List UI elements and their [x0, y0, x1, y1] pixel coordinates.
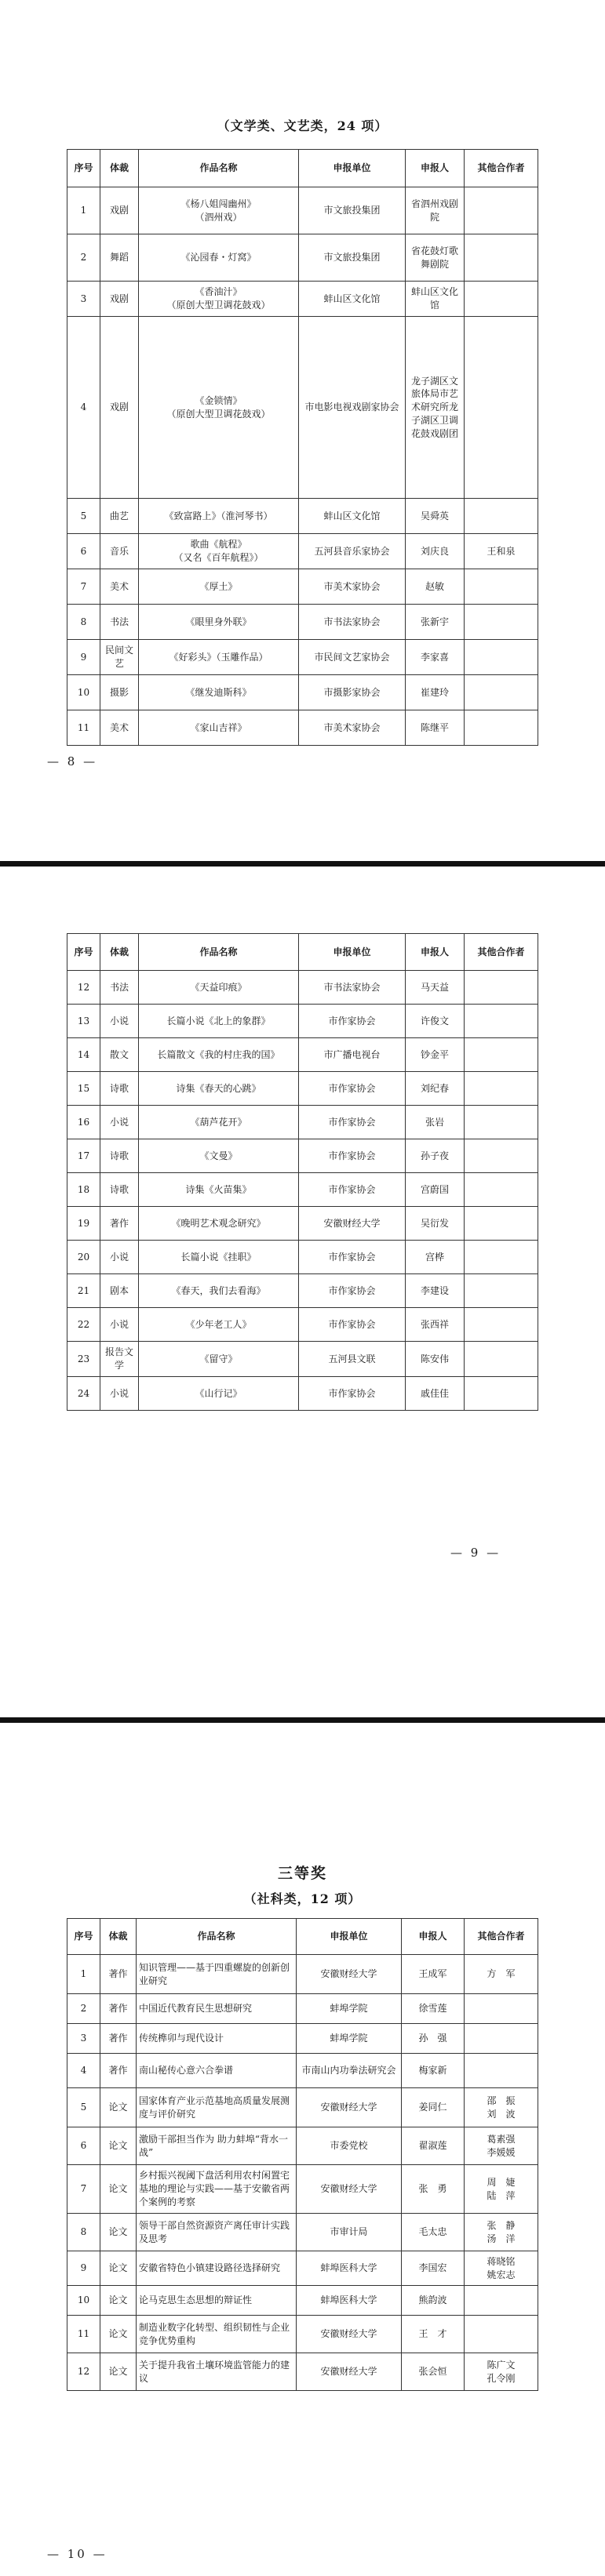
- cell-no: 5: [67, 2088, 100, 2127]
- cell-coauthor: [465, 640, 538, 675]
- cell-applicant: 省花鼓灯歌舞剧院: [406, 234, 465, 282]
- cell-applicant: 蚌山区文化馆: [406, 282, 465, 317]
- cell-title: 《继发迪斯科》: [139, 675, 299, 710]
- header-coauthor: 其他合作者: [465, 150, 538, 187]
- cell-no: 12: [67, 2353, 100, 2391]
- cell-unit: 市作家协会: [299, 1139, 406, 1173]
- table-row: [67, 499, 538, 534]
- cell-title: 《沁园春・灯窝》: [139, 234, 299, 282]
- cell-title: 《晚明艺术观念研究》: [139, 1207, 299, 1241]
- cell-unit: 市美术家协会: [299, 710, 406, 746]
- table-row: [67, 1994, 538, 2024]
- cell-title: 《天益印痕》: [139, 971, 299, 1005]
- cell-genre: 小说: [100, 1377, 139, 1411]
- cell-genre: 书法: [100, 605, 139, 640]
- cell-no: 18: [67, 1173, 100, 1207]
- cell-no: 12: [67, 971, 100, 1005]
- cell-applicant: 王 才: [402, 2316, 465, 2353]
- award-table: [67, 933, 538, 1411]
- cell-applicant: 刘纪春: [406, 1072, 465, 1106]
- cell-coauthor: [465, 1072, 538, 1106]
- page-8: [0, 0, 605, 861]
- cell-coauthor: 周 婕 陆 萍: [465, 2165, 538, 2214]
- cell-no: 14: [67, 1038, 100, 1072]
- header-title: 作品名称: [137, 1919, 297, 1955]
- cell-no: 11: [67, 710, 100, 746]
- cell-applicant: 宫蔚国: [406, 1173, 465, 1207]
- cell-no: 19: [67, 1207, 100, 1241]
- cell-no: 6: [67, 2127, 100, 2165]
- header-genre: 体裁: [100, 934, 139, 971]
- page-number: — 8 —: [47, 754, 98, 768]
- cell-no: 15: [67, 1072, 100, 1106]
- table-row: [67, 2251, 538, 2286]
- cell-unit: 安徽财经大学: [297, 1955, 402, 1994]
- award-table: [67, 149, 538, 746]
- cell-no: 1: [67, 1955, 100, 1994]
- page-9: [0, 876, 605, 1717]
- page-separator: [0, 861, 605, 867]
- cell-coauthor: 邵 振 刘 波: [465, 2088, 538, 2127]
- cell-unit: 市文旅投集团: [299, 234, 406, 282]
- table-row: [67, 2088, 538, 2127]
- cell-coauthor: [465, 234, 538, 282]
- cell-unit: 市作家协会: [299, 1005, 406, 1038]
- cell-unit: 市作家协会: [299, 1173, 406, 1207]
- cell-title: 激励干部担当作为 助力蚌埠“背水一战”: [137, 2127, 297, 2165]
- cell-no: 4: [67, 317, 100, 499]
- cell-title: 《留守》: [139, 1342, 299, 1377]
- table-row: [67, 2165, 538, 2214]
- cell-coauthor: [465, 1038, 538, 1072]
- table-row: [67, 2353, 538, 2391]
- cell-no: 20: [67, 1241, 100, 1274]
- header-unit: 申报单位: [297, 1919, 402, 1955]
- cell-applicant: 张会恒: [402, 2353, 465, 2391]
- cell-title: 知识管理——基于四重螺旋的创新创业研究: [137, 1955, 297, 1994]
- cell-title: 《金锁情》 （原创大型卫调花鼓戏）: [139, 317, 299, 499]
- cell-coauthor: [465, 1139, 538, 1173]
- cell-coauthor: [465, 499, 538, 534]
- header-genre: 体裁: [100, 150, 139, 187]
- header-applicant: 申报人: [402, 1919, 465, 1955]
- table-row: [67, 2054, 538, 2088]
- cell-no: 8: [67, 2214, 100, 2251]
- cell-genre: 诗歌: [100, 1072, 139, 1106]
- cell-applicant: 姜同仁: [402, 2088, 465, 2127]
- cell-no: 6: [67, 534, 100, 569]
- cell-title: 《山行记》: [139, 1377, 299, 1411]
- cell-genre: 书法: [100, 971, 139, 1005]
- table-row: [67, 1241, 538, 1274]
- cell-genre: 论文: [100, 2251, 137, 2286]
- cell-genre: 曲艺: [100, 499, 139, 534]
- cell-applicant: 孙子夜: [406, 1139, 465, 1173]
- cell-unit: 安徽财经大学: [297, 2088, 402, 2127]
- cell-genre: 著作: [100, 1207, 139, 1241]
- header-unit: 申报单位: [299, 150, 406, 187]
- cell-no: 13: [67, 1005, 100, 1038]
- cell-genre: 论文: [100, 2214, 137, 2251]
- table-row: [67, 605, 538, 640]
- cell-no: 23: [67, 1342, 100, 1377]
- cell-applicant: 陈继平: [406, 710, 465, 746]
- cell-unit: 市审计局: [297, 2214, 402, 2251]
- cell-unit: 蚌埠医科大学: [297, 2251, 402, 2286]
- cell-genre: 戏剧: [100, 187, 139, 234]
- table-row: [67, 675, 538, 710]
- table-row: [67, 1308, 538, 1342]
- cell-genre: 民间文艺: [100, 640, 139, 675]
- cell-no: 3: [67, 282, 100, 317]
- cell-coauthor: 王和泉: [465, 534, 538, 569]
- cell-genre: 剧本: [100, 1274, 139, 1308]
- cell-no: 11: [67, 2316, 100, 2353]
- cell-coauthor: [465, 282, 538, 317]
- cell-applicant: 许俊文: [406, 1005, 465, 1038]
- cell-unit: 市摄影家协会: [299, 675, 406, 710]
- cell-applicant: 梅家新: [402, 2054, 465, 2088]
- cell-coauthor: [465, 1241, 538, 1274]
- cell-title: 长篇小说《挂职》: [139, 1241, 299, 1274]
- cell-unit: 市委党校: [297, 2127, 402, 2165]
- cell-coauthor: 葛素强 李媛媛: [465, 2127, 538, 2165]
- cell-title: 中国近代教育民生思想研究: [137, 1994, 297, 2024]
- cell-no: 7: [67, 2165, 100, 2214]
- cell-genre: 论文: [100, 2127, 137, 2165]
- table-row: [67, 2286, 538, 2316]
- cell-genre: 小说: [100, 1005, 139, 1038]
- cell-no: 9: [67, 640, 100, 675]
- cell-no: 9: [67, 2251, 100, 2286]
- cell-genre: 报告文学: [100, 1342, 139, 1377]
- cell-applicant: 戚佳佳: [406, 1377, 465, 1411]
- cell-applicant: 徐雪莲: [402, 1994, 465, 2024]
- cell-applicant: 崔建玲: [406, 675, 465, 710]
- cell-genre: 论文: [100, 2353, 137, 2391]
- cell-coauthor: [465, 1994, 538, 2024]
- cell-genre: 著作: [100, 1994, 137, 2024]
- cell-applicant: 张岩: [406, 1106, 465, 1139]
- cell-no: 8: [67, 605, 100, 640]
- cell-unit: 市美术家协会: [299, 569, 406, 605]
- cell-applicant: 李国宏: [402, 2251, 465, 2286]
- cell-genre: 摄影: [100, 675, 139, 710]
- page-number: — 10 —: [47, 2547, 108, 2561]
- cell-applicant: 马天益: [406, 971, 465, 1005]
- cell-title: 国家体育产业示范基地高质量发展测度与评价研究: [137, 2088, 297, 2127]
- cell-unit: 市作家协会: [299, 1377, 406, 1411]
- cell-coauthor: [465, 1207, 538, 1241]
- table-row: [67, 1106, 538, 1139]
- cell-no: 10: [67, 2286, 100, 2316]
- cell-applicant: 陈安伟: [406, 1342, 465, 1377]
- cell-genre: 诗歌: [100, 1139, 139, 1173]
- page-10: [0, 1735, 605, 2576]
- table-row: [67, 1342, 538, 1377]
- cell-unit: 市作家协会: [299, 1241, 406, 1274]
- cell-coauthor: [465, 1308, 538, 1342]
- cell-no: 7: [67, 569, 100, 605]
- cell-unit: 五河县音乐家协会: [299, 534, 406, 569]
- header-applicant: 申报人: [406, 150, 465, 187]
- cell-coauthor: [465, 317, 538, 499]
- award-table: [67, 1918, 538, 2391]
- cell-coauthor: [465, 605, 538, 640]
- cell-title: 制造业数字化转型、组织韧性与企业竞争优势重构: [137, 2316, 297, 2353]
- cell-coauthor: [465, 1377, 538, 1411]
- cell-genre: 论文: [100, 2316, 137, 2353]
- cell-unit: 安徽财经大学: [297, 2353, 402, 2391]
- cell-unit: 市广播电视台: [299, 1038, 406, 1072]
- cell-applicant: 李家喜: [406, 640, 465, 675]
- cell-title: 长篇小说《北上的象群》: [139, 1005, 299, 1038]
- cell-title: 《香油汁》 （原创大型卫调花鼓戏）: [139, 282, 299, 317]
- cell-applicant: 钞金平: [406, 1038, 465, 1072]
- cell-no: 10: [67, 675, 100, 710]
- cell-coauthor: 陈广文 孔令刚: [465, 2353, 538, 2391]
- cell-unit: 蚌埠医科大学: [297, 2286, 402, 2316]
- table-row: [67, 640, 538, 675]
- cell-genre: 论文: [100, 2286, 137, 2316]
- cell-title: 南山秘传心意六合拳谱: [137, 2054, 297, 2088]
- cell-applicant: 吴舜英: [406, 499, 465, 534]
- cell-genre: 著作: [100, 2024, 137, 2054]
- cell-coauthor: [465, 710, 538, 746]
- cell-applicant: 张新宇: [406, 605, 465, 640]
- cell-title: 《好彩头》（玉雕作品）: [139, 640, 299, 675]
- cell-coauthor: [465, 2316, 538, 2353]
- cell-title: 《春天，我们去看海》: [139, 1274, 299, 1308]
- table-row: [67, 1072, 538, 1106]
- table-row: [67, 1274, 538, 1308]
- cell-genre: 论文: [100, 2165, 137, 2214]
- header-unit: 申报单位: [299, 934, 406, 971]
- cell-applicant: 熊韵波: [402, 2286, 465, 2316]
- header-coauthor: 其他合作者: [465, 1919, 538, 1955]
- cell-no: 17: [67, 1139, 100, 1173]
- table-row: [67, 2214, 538, 2251]
- cell-unit: 蚌山区文化馆: [299, 282, 406, 317]
- cell-coauthor: [465, 1005, 538, 1038]
- header-applicant: 申报人: [406, 934, 465, 971]
- cell-unit: 市书法家协会: [299, 971, 406, 1005]
- cell-unit: 市作家协会: [299, 1106, 406, 1139]
- cell-genre: 小说: [100, 1106, 139, 1139]
- cell-title: 安徽省特色小镇建设路径选择研究: [137, 2251, 297, 2286]
- header-title: 作品名称: [139, 934, 299, 971]
- cell-genre: 舞蹈: [100, 234, 139, 282]
- cell-coauthor: [465, 675, 538, 710]
- cell-unit: 蚌埠学院: [297, 2024, 402, 2054]
- cell-unit: 市作家协会: [299, 1274, 406, 1308]
- cell-unit: 市民间文艺家协会: [299, 640, 406, 675]
- table-row: [67, 1139, 538, 1173]
- cell-title: 《少年老工人》: [139, 1308, 299, 1342]
- cell-coauthor: [465, 569, 538, 605]
- cell-title: 领导干部自然资源资产离任审计实践及思考: [137, 2214, 297, 2251]
- header-no: 序号: [67, 934, 100, 971]
- cell-coauthor: [465, 187, 538, 234]
- cell-no: 5: [67, 499, 100, 534]
- cell-applicant: 龙子湖区文旅体局市艺术研究所龙子湖区卫调花鼓戏剧团: [406, 317, 465, 499]
- table-row: [67, 2127, 538, 2165]
- cell-no: 2: [67, 234, 100, 282]
- cell-no: 22: [67, 1308, 100, 1342]
- table-row: [67, 1955, 538, 1994]
- cell-unit: 市作家协会: [299, 1072, 406, 1106]
- cell-genre: 著作: [100, 2054, 137, 2088]
- header-genre: 体裁: [100, 1919, 137, 1955]
- cell-applicant: 毛太忠: [402, 2214, 465, 2251]
- cell-unit: 安徽财经大学: [297, 2316, 402, 2353]
- cell-title: 《家山吉祥》: [139, 710, 299, 746]
- cell-coauthor: [465, 1342, 538, 1377]
- cell-title: 《厚土》: [139, 569, 299, 605]
- table-row: [67, 971, 538, 1005]
- cell-applicant: 孙 强: [402, 2024, 465, 2054]
- cell-no: 3: [67, 2024, 100, 2054]
- cell-genre: 美术: [100, 569, 139, 605]
- award-level-heading: 三等奖: [277, 1865, 327, 1882]
- cell-no: 4: [67, 2054, 100, 2088]
- page-separator: [0, 1717, 605, 1723]
- table-row: [67, 317, 538, 499]
- table-row: [67, 2024, 538, 2054]
- cell-coauthor: [465, 1274, 538, 1308]
- cell-coauthor: [465, 2054, 538, 2088]
- cell-applicant: 李建设: [406, 1274, 465, 1308]
- cell-applicant: 王成军: [402, 1955, 465, 1994]
- cell-applicant: 赵敏: [406, 569, 465, 605]
- cell-title: 《致富路上》（淮河琴书）: [139, 499, 299, 534]
- table-row: [67, 2316, 538, 2353]
- cell-title: 《文曼》: [139, 1139, 299, 1173]
- cell-coauthor: [465, 2286, 538, 2316]
- cell-genre: 戏剧: [100, 282, 139, 317]
- cell-title: 传统榫卯与现代设计: [137, 2024, 297, 2054]
- cell-title: 《眼里身外联》: [139, 605, 299, 640]
- cell-title: 论马克思生态思想的辩证性: [137, 2286, 297, 2316]
- cell-unit: 蚌埠学院: [297, 1994, 402, 2024]
- table-row: [67, 1377, 538, 1411]
- cell-coauthor: [465, 1106, 538, 1139]
- page-number: — 9 —: [450, 1546, 501, 1560]
- cell-no: 24: [67, 1377, 100, 1411]
- cell-genre: 小说: [100, 1241, 139, 1274]
- cell-unit: 市书法家协会: [299, 605, 406, 640]
- cell-genre: 论文: [100, 2088, 137, 2127]
- cell-title: 乡村振兴视阈下盘活利用农村闲置宅基地的理论与实践——基于安徽省两个案例的考察: [137, 2165, 297, 2214]
- cell-title: 诗集《春天的心跳》: [139, 1072, 299, 1106]
- cell-title: 歌曲《航程》 （又名《百年航程》）: [139, 534, 299, 569]
- cell-no: 2: [67, 1994, 100, 2024]
- cell-genre: 小说: [100, 1308, 139, 1342]
- table-row: [67, 569, 538, 605]
- cell-title: 关于提升我省土壤环境监管能力的建议: [137, 2353, 297, 2391]
- table-row: [67, 282, 538, 317]
- cell-genre: 音乐: [100, 534, 139, 569]
- table-row: [67, 1207, 538, 1241]
- cell-applicant: 吴衍发: [406, 1207, 465, 1241]
- table-row: [67, 1005, 538, 1038]
- cell-coauthor: [465, 1173, 538, 1207]
- table-row: [67, 534, 538, 569]
- cell-applicant: 刘庆良: [406, 534, 465, 569]
- cell-genre: 著作: [100, 1955, 137, 1994]
- cell-genre: 戏剧: [100, 317, 139, 499]
- cell-genre: 诗歌: [100, 1173, 139, 1207]
- cell-coauthor: 蒋晓铭 姚宏志: [465, 2251, 538, 2286]
- cell-title: 长篇散文《我的村庄我的国》: [139, 1038, 299, 1072]
- cell-unit: 市作家协会: [299, 1308, 406, 1342]
- cell-applicant: 张 勇: [402, 2165, 465, 2214]
- cell-unit: 市南山内功拳法研究会: [297, 2054, 402, 2088]
- cell-title: 《葫芦花开》: [139, 1106, 299, 1139]
- cell-unit: 五河县文联: [299, 1342, 406, 1377]
- table-row: [67, 234, 538, 282]
- cell-applicant: 省泗州戏剧院: [406, 187, 465, 234]
- cell-coauthor: [465, 2024, 538, 2054]
- header-no: 序号: [67, 1919, 100, 1955]
- section-subtitle: （文学类、文艺类，24 项）: [217, 118, 388, 133]
- table-row: [67, 187, 538, 234]
- cell-applicant: 张西祥: [406, 1308, 465, 1342]
- cell-coauthor: [465, 971, 538, 1005]
- cell-unit: 安徽财经大学: [299, 1207, 406, 1241]
- cell-genre: 美术: [100, 710, 139, 746]
- cell-title: 诗集《火苗集》: [139, 1173, 299, 1207]
- cell-applicant: 翟淑莲: [402, 2127, 465, 2165]
- section-subtitle: （社科类，12 项）: [243, 1891, 362, 1906]
- header-coauthor: 其他合作者: [465, 934, 538, 971]
- cell-coauthor: 张 静 汤 洋: [465, 2214, 538, 2251]
- table-row: [67, 1173, 538, 1207]
- cell-title: 《杨八姐闯幽州》 （泗州戏）: [139, 187, 299, 234]
- cell-no: 16: [67, 1106, 100, 1139]
- cell-coauthor: 方 军: [465, 1955, 538, 1994]
- cell-genre: 散文: [100, 1038, 139, 1072]
- table-row: [67, 1038, 538, 1072]
- cell-no: 1: [67, 187, 100, 234]
- header-title: 作品名称: [139, 150, 299, 187]
- table-row: [67, 710, 538, 746]
- cell-applicant: 宫桦: [406, 1241, 465, 1274]
- cell-no: 21: [67, 1274, 100, 1308]
- cell-unit: 安徽财经大学: [297, 2165, 402, 2214]
- cell-unit: 市电影电视戏剧家协会: [299, 317, 406, 499]
- cell-unit: 蚌山区文化馆: [299, 499, 406, 534]
- header-no: 序号: [67, 150, 100, 187]
- cell-unit: 市文旅投集团: [299, 187, 406, 234]
